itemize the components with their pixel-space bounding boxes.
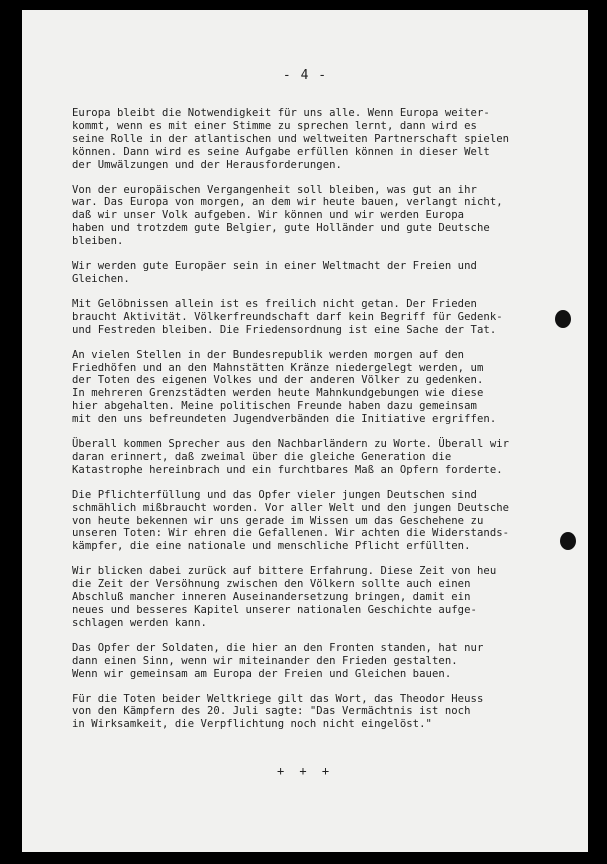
paragraph-europe-necessity: Europa bleibt die Notwendigkeit für uns alle. Wenn Europa weiter- kommt, wenn es mit einer Stimme zu sprechen lernt, dann wird es seine Rolle in der atlantischen und weltweiten Partnerschaft spielen können. Dann wird es seine Aufgabe erfüllen können in dieser Welt der Umwälzungen und der Herausforderungen. bbox=[72, 107, 510, 171]
punch-hole-bottom bbox=[560, 532, 576, 550]
paragraph-heuss-quote: Für die Toten beider Weltkriege gilt das Wort, das Theodor Heuss von den Kämpfern des 20. Juli sagte: "Das Vermächtnis ist noch in Wirksamkeit, die Verpflichtung noch nicht eingelöst." bbox=[72, 692, 484, 731]
paragraph-good-europeans: Wir werden gute Europäer sein in einer Weltmacht der Freien und Gleichen. bbox=[72, 260, 477, 285]
body-text bbox=[72, 107, 572, 743]
paragraph-speakers: Überall kommen Sprecher aus den Nachbarländern zu Worte. Überall wir daran erinnert, daß zweimal über die gleiche Generation die Katastrophe hereinbrach und ein furchtbares Maß an Opfern forderte. bbox=[72, 438, 510, 476]
closing-mark: + + + bbox=[276, 764, 334, 778]
paragraph-duty-sacrifice: Die Pflichterfüllung und das Opfer vieler jungen Deutschen sind schmählich mißbraucht worden. Vor aller Welt und den jungen Deutsche von heute bekennen wir uns gerade im Wissen um das Geschehene zu unseren Toten: Wir ehren die Gefallenen. Wir achten die Widerstands- kämpfer, die eine nationale und menschliche Pflicht erfüllten. bbox=[72, 488, 510, 553]
paragraph-wreaths: An vielen Stellen in der Bundesrepublik werden morgen auf den Friedhöfen und an den Mahnstätten Kränze niedergelegt werden, um der Toten des eigenen Volkes und der anderen Völker zu gedenken. In mehreren Grenzstädten werden heute Mahnkundgebungen wie diese hier abgehalten. Meine politischen Freunde haben dazu gemeinsam mit den uns befreundeten Jugendverbänden die Initiative ergriffen. bbox=[72, 348, 497, 426]
paragraph-european-past: Von der europäischen Vergangenheit soll bleiben, was gut an ihr war. Das Europa von morgen, an dem wir heute bauen, verlangt nicht, daß wir unser Volk aufgeben. Wir können und wir werden Europa haben und trotzdem gute Belgier, gute Holländer und gute Deutsche bleiben. bbox=[72, 183, 503, 248]
paragraph-bitter-experience: Wir blicken dabei zurück auf bittere Erfahrung. Diese Zeit von heu die Zeit der Versöhnung zwischen den Völkern sollte auch einen Abschluß mancher inneren Auseinandersetzung bringen, damit ein neues und besseres Kapitel unserer nationalen Geschichte aufge- schlagen werden kann. bbox=[72, 565, 497, 629]
paragraph-peace-activity: Mit Gelöbnissen allein ist es freilich nicht getan. Der Frieden braucht Aktivität. Völkerfreundschaft darf kein Begriff für Gedenk- und Festreden bleiben. Die Friedensordnung ist eine Sache der Tat. bbox=[72, 297, 503, 336]
document-page bbox=[22, 10, 588, 852]
page-number: - 4 - bbox=[282, 68, 328, 83]
punch-hole-top bbox=[555, 310, 571, 328]
paragraph-soldiers-sacrifice: Das Opfer der Soldaten, die hier an den Fronten standen, hat nur dann einen Sinn, wenn wir miteinander den Frieden gestalten. Wenn wir gemeinsam am Europa der Freien und Gleichen bauen. bbox=[72, 641, 484, 680]
